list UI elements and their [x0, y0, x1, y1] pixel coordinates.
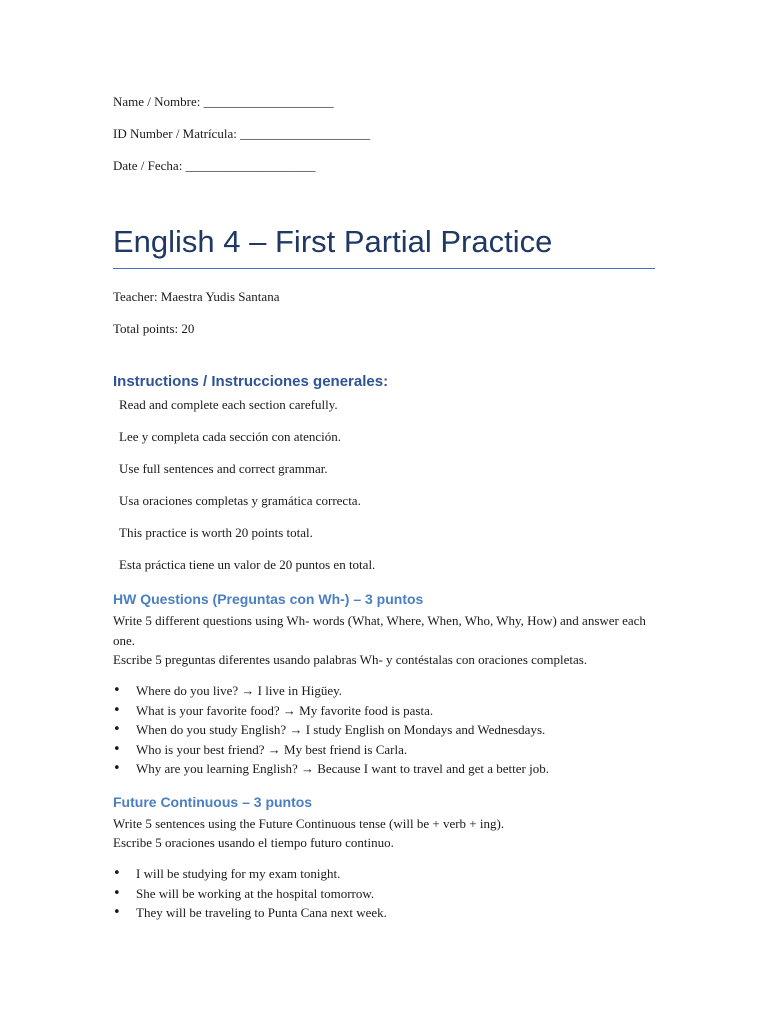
list-item: [113, 740, 549, 760]
list-item: [113, 864, 387, 884]
future-sentences-list: [113, 864, 387, 923]
future-description-es: Escribe 5 oraciones usando el tiempo futuro continuo.: [113, 835, 394, 850]
list-item-text: What is your favorite food? → My favorite food is pasta.: [136, 702, 434, 718]
title-underline: [113, 268, 655, 269]
bullet-icon: •: [113, 702, 121, 718]
list-item-text: When do you study English? → I study English on Mondays and Wednesdays.: [136, 722, 546, 737]
bullet-icon: •: [113, 905, 121, 920]
bullet-icon: •: [113, 866, 121, 881]
list-item: [113, 701, 549, 721]
list-item-text: Where do you live? → I live in Higüey.: [136, 683, 343, 698]
teacher-line: Teacher: Maestra Yudis Santana: [113, 289, 280, 304]
wh-description-es: Escribe 5 preguntas diferentes usando palabras Wh- y contéstalas con oraciones completas.: [113, 652, 588, 667]
bullet-icon: •: [113, 885, 121, 901]
instruction-item: Esta práctica tiene un valor de 20 puntos en total.: [119, 557, 376, 572]
wh-answers-list: [113, 681, 549, 779]
instructions-heading: Instructions / Instrucciones generales:: [113, 373, 389, 390]
wh-questions-heading: HW Questions (Preguntas con Wh-) – 3 puntos: [113, 591, 424, 607]
instruction-item: Read and complete each section carefully.: [119, 397, 338, 412]
future-description-en: Write 5 sentences using the Future Continuous tense (will be + verb + ing).: [113, 816, 505, 831]
bullet-icon: •: [113, 741, 121, 757]
list-item: [113, 903, 387, 923]
bullet-icon: •: [113, 683, 121, 698]
name-field: Name / Nombre: ____________________: [113, 94, 334, 109]
future-continuous-heading: Future Continuous – 3 puntos: [113, 794, 313, 810]
list-item-text: Who is your best friend? → My best friend is Carla.: [136, 741, 408, 757]
list-item: [113, 681, 549, 701]
total-points-line: Total points: 20: [113, 321, 195, 336]
bullet-icon: •: [113, 722, 121, 737]
list-item: [113, 884, 387, 904]
instruction-item: Use full sentences and correct grammar.: [119, 461, 328, 476]
instruction-item: Usa oraciones completas y gramática correcta.: [119, 493, 361, 508]
date-field: Date / Fecha: ____________________: [113, 158, 316, 173]
wh-description-en: Write 5 different questions using Wh- words (What, Where, When, Who, Why, How) and answer each one.: [113, 613, 646, 648]
bullet-icon: •: [113, 761, 121, 776]
list-item: [113, 720, 549, 740]
id-number-field: ID Number / Matrícula: ____________________: [113, 126, 371, 141]
instruction-item: This practice is worth 20 points total.: [119, 525, 313, 540]
instruction-item: Lee y completa cada sección con atención.: [119, 429, 341, 444]
list-item: [113, 759, 549, 779]
list-item-text: She will be working at the hospital tomorrow.: [136, 885, 375, 901]
list-item-text: They will be traveling to Punta Cana next week.: [136, 905, 387, 920]
document-title: English 4 – First Partial Practice: [113, 224, 553, 259]
list-item-text: I will be studying for my exam tonight.: [136, 866, 341, 881]
list-item-text: Why are you learning English? → Because I want to travel and get a better job.: [136, 761, 549, 776]
